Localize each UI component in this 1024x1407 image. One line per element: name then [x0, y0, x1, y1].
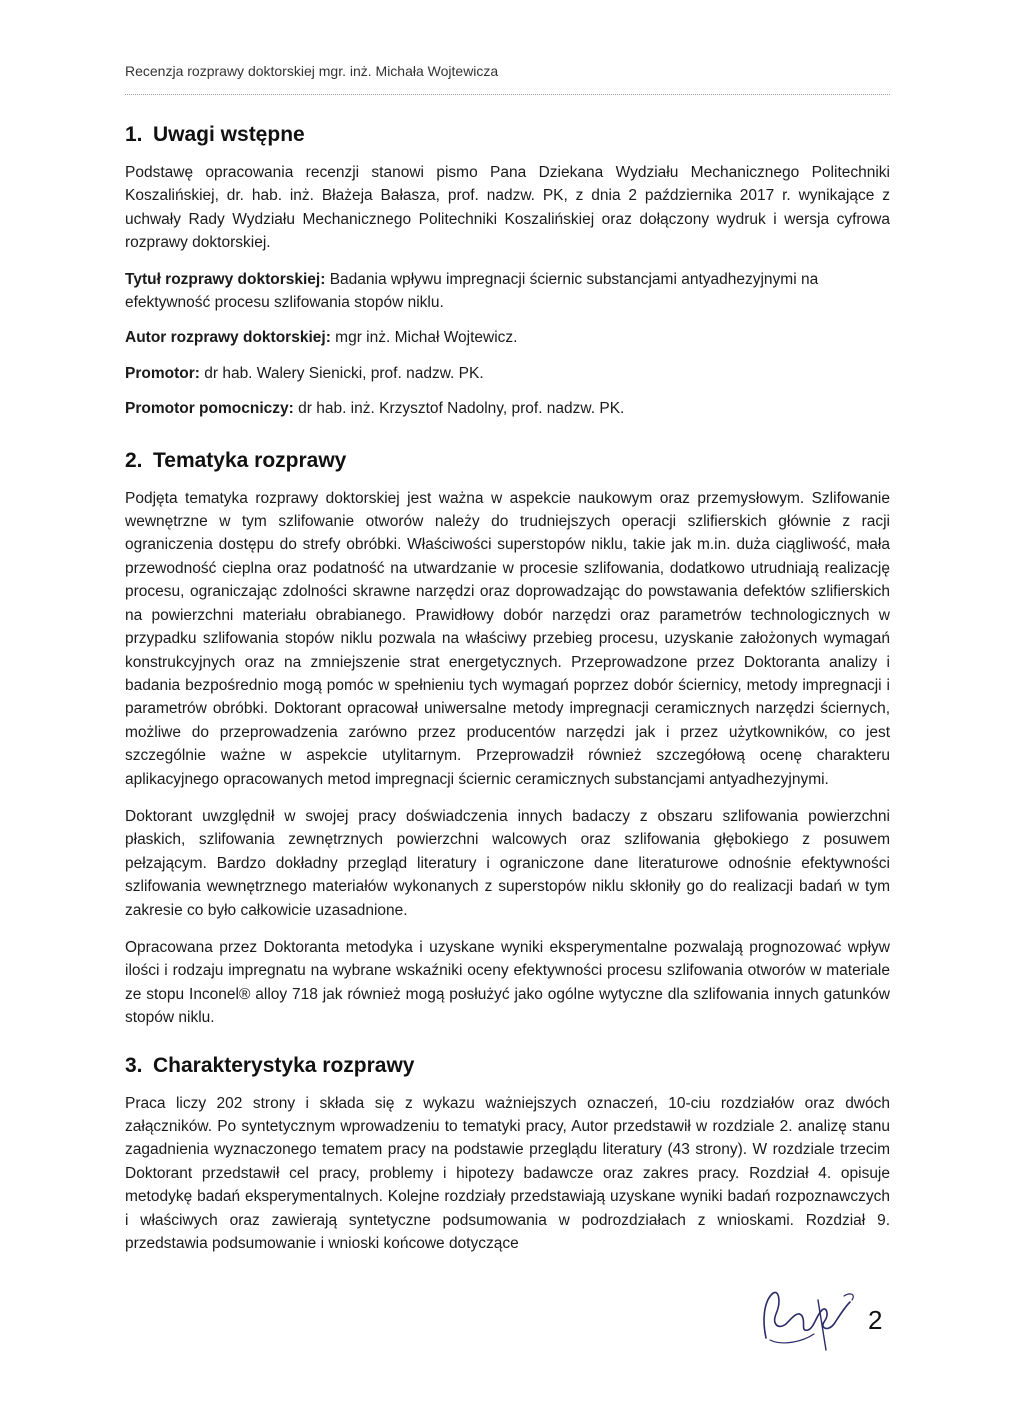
- section-number: 2.: [125, 448, 143, 472]
- field-thesis-title: Tytuł rozprawy doktorskiej: Badania wpływu impregnacji ściernic substancjami antyadhezyjnymi na efektywność procesu szlifowania stopów niklu.: [125, 270, 819, 312]
- header-divider: [125, 94, 890, 95]
- field-copromotor: Promotor pomocniczy: dr hab. inż. Krzysztof Nadolny, prof. nadzw. PK.: [125, 400, 625, 418]
- field-value: Badania wpływu impregnacji ściernic substancjami antyadhezyjnymi na efektywność procesu szlifowania stopów niklu.: [125, 270, 819, 312]
- section-heading-3: [125, 1054, 890, 1078]
- body-paragraph: Doktorant uwzględnił w swojej pracy doświadczenia innych badaczy z obszaru szlifowania powierzchni płaskich, szlifowania zewnętrznych powierzchni walcowych oraz szlifowania głębokiego z posuwem pełzającym. Bardzo dokładny przegląd literatury i ograniczone dane literaturowe odnośnie efektywności szlifowania wewnętrznego materiałów wykonanych z superstopów niklu skłoniły go do realizacji badań w tym zakresie co było całkowicie uzasadnione.: [125, 807, 890, 919]
- field-value: dr hab. Walery Sienicki, prof. nadzw. PK.: [204, 364, 484, 382]
- field-promotor: Promotor: dr hab. Walery Sienicki, prof. nadzw. PK.: [125, 364, 484, 382]
- field-label: Tytuł rozprawy doktorskiej: [125, 270, 321, 288]
- field-author: Autor rozprawy doktorskiej: mgr inż. Michał Wojtewicz.: [125, 329, 518, 347]
- document-body: [125, 117, 890, 1269]
- running-header: Recenzja rozprawy doktorskiej mgr. inż. Michała Wojtewicza: [125, 63, 499, 79]
- field-label: Promotor: [125, 364, 195, 382]
- body-paragraph: Praca liczy 202 strony i składa się z wykazu ważniejszych oznaczeń, 10-ciu rozdziałów oraz dwóch załączników. Po syntetycznym wprowadzeniu to tematyki pracy, Autor przedstawił w rozdziale 2. analizę stanu zagadnienia wyznaczonego tematem pracy na podstawie przeglądu literatury (43 strony). W rozdziale trzecim Doktorant przedstawił cel pracy, problemy i hipotezy badawcze oraz zakres pracy. Rozdział 4. opisuje metodykę badań eksperymentalnych. Kolejne rozdziały przedstawiają uzyskane wyniki badań rozpoznawczych i właściwych oraz zawierają syntetyczne podsumowania w podrozdziałach z wnioskami. Rozdział 9. przedstawia podsumowanie i wnioski końcowe dotyczące: [125, 1094, 890, 1253]
- body-paragraph: Opracowana przez Doktoranta metodyka i uzyskane wyniki eksperymentalne pozwalają prognozować wpływ ilości i rodzaju impregnatu na wybrane wskaźniki oceny efektywności procesu szlifowania otworów w materiale ze stopu Inconel® alloy 718 jak również mogą posłużyć jako ogólne wytyczne dla szlifowania innych gatunków stopów niklu.: [125, 938, 890, 1027]
- field-value: mgr inż. Michał Wojtewicz.: [335, 329, 518, 347]
- field-label: Promotor pomocniczy: [125, 400, 289, 418]
- section-number: 1.: [125, 123, 143, 146]
- section-title: Charakterystyka rozprawy: [153, 1053, 415, 1077]
- body-paragraph: Podjęta tematyka rozprawy doktorskiej jest ważna w aspekcie naukowym oraz przemysłowym. Szlifowanie wewnętrzne w tym szlifowanie otworów należy do trudniejszych operacji szlifierskich głównie z racji ograniczenia dostępu do strefy obróbki. Właściwości superstopów niklu, takie jak m.in. duża ciągliwość, mała przewodność cieplna oraz podatność na utwardzanie w procesie szlifowania, dodatkowo utrudniają realizację procesu, ograniczając zdolności skrawne narzędzi oraz doprowadzając do powstawania defektów szlifierskich na powierzchni materiału obrabianego. Prawidłowy dobór narzędzi oraz parametrów technologicznych w przypadku szlifowania stopów niklu pozwala na właściwy przebieg procesu, uzyskanie założonych wymagań konstrukcyjnych oraz na zmniejszenie strat energetycznych. Przeprowadzone przez Doktoranta analizy i badania bezpośrednio mogą pomóc w spełnieniu tych wymagań poprzez dobór ściernicy, metody impregnacji i parametrów obróbki. Doktorant opracował uniwersalne metody impregnacji ceramicznych narzędzi ściernych, możliwe do przeprowadzenia zarówno przez producentów narzędzi jak i przez użytkowników, co jest szczególnie ważne w aspekcie utylitarnym. Przeprowadził również szczegółową ocenę charakteru aplikacyjnego opracowanych metod impregnacji ściernic ceramicznych substancjami antyadhezyjnymi.: [125, 489, 890, 788]
- section-heading-2: [125, 449, 890, 473]
- page-number: 2: [868, 1305, 883, 1335]
- handwritten-initials: [752, 1280, 872, 1360]
- section-heading-1: [125, 123, 890, 147]
- field-label: Autor rozprawy doktorskiej: [125, 329, 326, 347]
- section-title: Tematyka rozprawy: [153, 448, 347, 472]
- section-title: Uwagi wstępne: [153, 123, 305, 146]
- intro-paragraph: Podstawę opracowania recenzji stanowi pismo Pana Dziekana Wydziału Mechanicznego Politechniki Koszalińskiej, dr. hab. inż. Błażeja Bałasza, prof. nadzw. PK, z dnia 2 października 2017 r. wynikające z uchwały Rady Wydziału Mechanicznego Politechniki Koszalińskiej oraz dołączony wydruk i wersja cyfrowa rozprawy doktorskiej.: [125, 164, 890, 252]
- section-number: 3.: [125, 1053, 143, 1077]
- field-value: dr hab. inż. Krzysztof Nadolny, prof. nadzw. PK.: [298, 400, 625, 418]
